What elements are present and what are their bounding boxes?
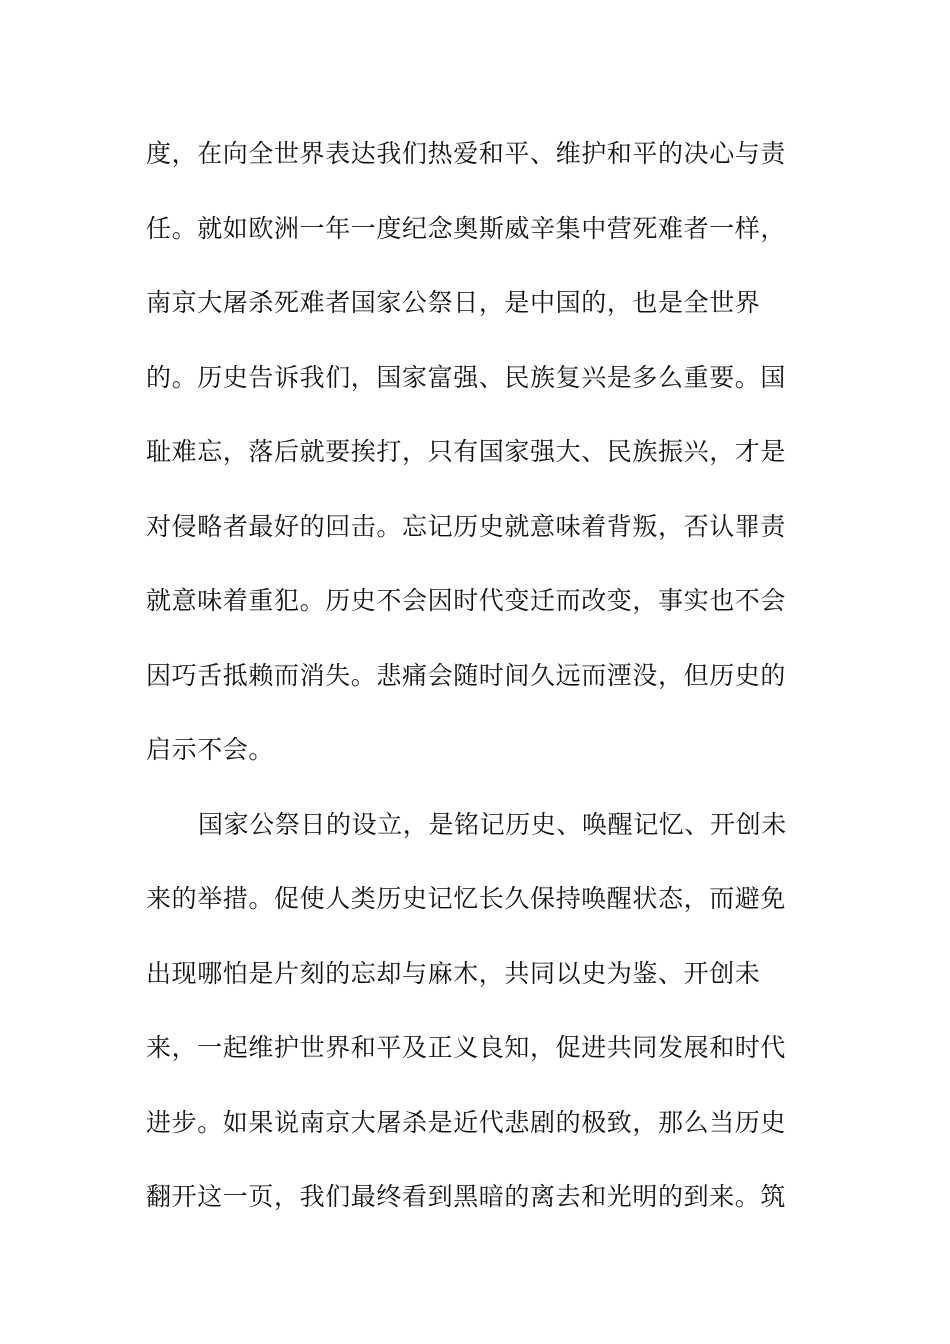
text-line: 进步。如果说南京大屠杀是近代悲剧的极致，那么当历史 bbox=[146, 1107, 787, 1137]
text-line: 度，在向全世界表达我们热爱和平、维护和平的决心与责 bbox=[146, 139, 787, 168]
text-line: 对侵略者最好的回击。忘记历史就意味着背叛，否认罪责 bbox=[146, 511, 787, 541]
text-line: 耻难忘，落后就要挨打，只有国家强大、民族振兴，才是 bbox=[146, 437, 787, 466]
text-line: 任。就如欧洲一年一度纪念奥斯威辛集中营死难者一样， bbox=[146, 213, 787, 243]
text-line: 出现哪怕是片刻的忘却与麻木，共同以史为鉴、开创未 bbox=[146, 958, 761, 988]
text-line: 翻开这一页，我们最终看到黑暗的离去和光明的到来。筑 bbox=[146, 1182, 787, 1211]
text-line: 来，一起维护世界和平及正义良知，促进共同发展和时代 bbox=[146, 1033, 787, 1062]
text-line: 启示不会。 bbox=[146, 735, 275, 764]
text-line: 南京大屠杀死难者国家公祭日，是中国的，也是全世界 bbox=[146, 288, 761, 317]
text-line: 来的举措。促使人类历史记忆长久保持唤醒状态，而避免 bbox=[146, 884, 787, 913]
text-line: 因巧舌抵赖而消失。悲痛会随时间久远而湮没，但历史的 bbox=[146, 660, 787, 690]
body-text bbox=[146, 129, 806, 1247]
text-line: 就意味着重犯。历史不会因时代变迁而改变，事实也不会 bbox=[146, 586, 787, 615]
paragraph-start-line: 国家公祭日的设立，是铭记历史、唤醒记忆、开创未 bbox=[198, 809, 787, 839]
text-line: 的。历史告诉我们，国家富强、民族复兴是多么重要。国 bbox=[146, 362, 787, 392]
